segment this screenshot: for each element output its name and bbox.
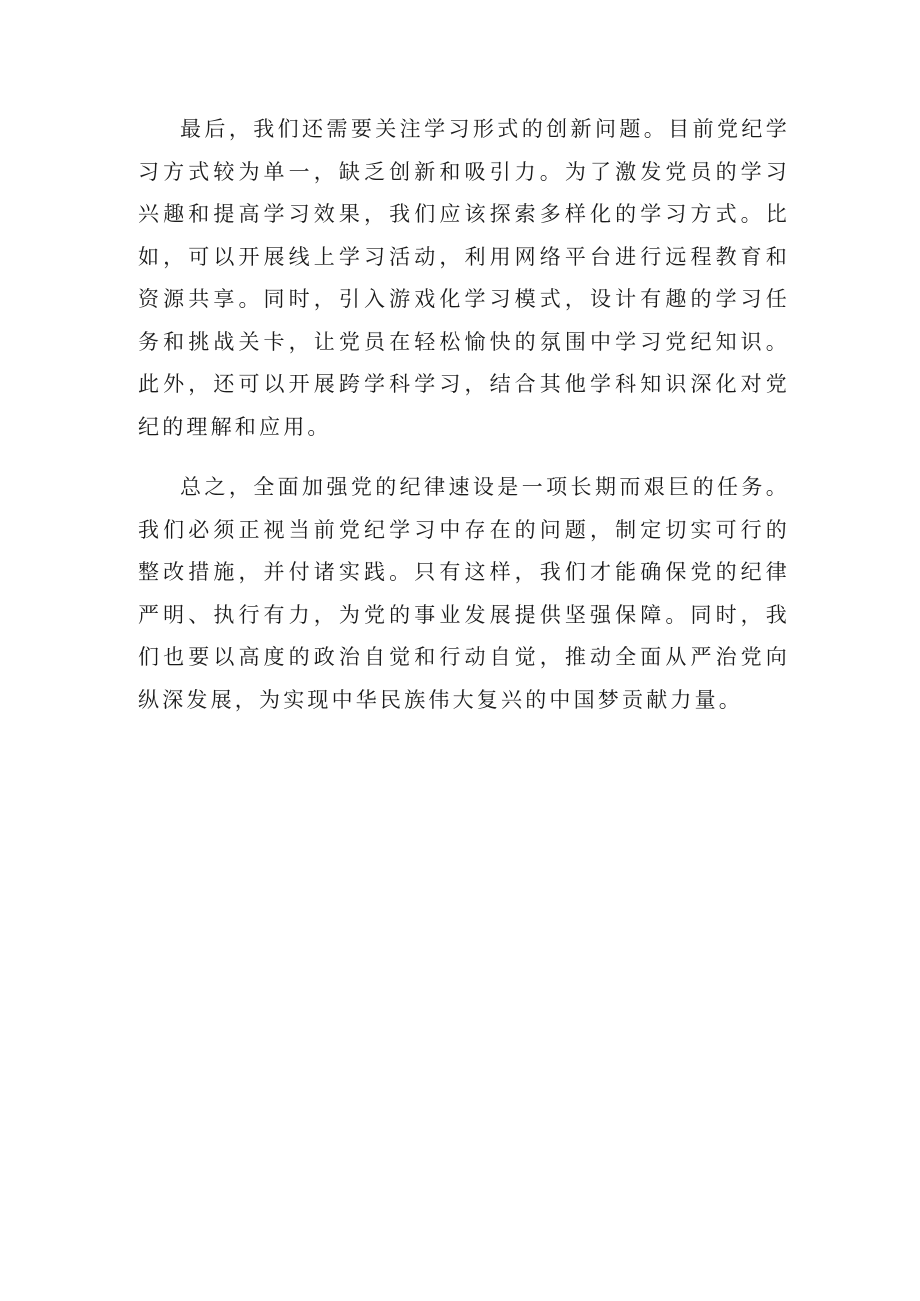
- paragraph-learning-innovation: 最后，我们还需要关注学习形式的创新问题。目前党纪学习方式较为单一，缺乏创新和吸引力。为了激发党员的学习兴趣和提高学习效果，我们应该探索多样化的学习方式。比如，可以开展线上学习活动，利用网络平台进行远程教育和资源共享。同时，引入游戏化学习模式，设计有趣的学习任务和挑战关卡，让党员在轻松愉快的氛围中学习党纪知识。此外，还可以开展跨学科学习，结合其他学科知识深化对党纪的理解和应用。: [138, 117, 790, 439]
- paragraph-conclusion: 总之，全面加强党的纪律速设是一项长期而艰巨的任务。我们必须正视当前党纪学习中存在的问题，制定切实可行的整改措施，并付诸实践。只有这样，我们才能确保党的纪律严明、执行有力，为党的事业发展提供坚强保障。同时，我们也要以高度的政治自觉和行动自觉，推动全面从严治党向纵深发展，为实现中华民族伟大复兴的中国梦贡献力量。: [138, 475, 790, 712]
- document-body: [138, 108, 790, 721]
